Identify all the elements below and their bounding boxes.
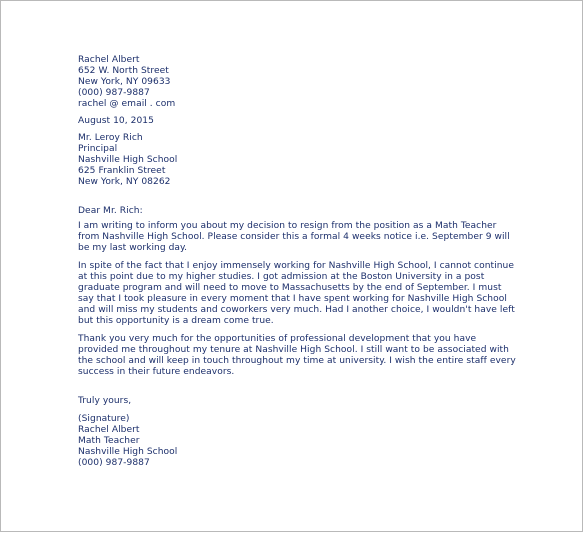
recipient-name: Mr. Leroy Rich: [78, 133, 143, 143]
body-paragraph-1: I am writing to inform you about my decision to resign from the position as a Math Teacher from Nashville High School. Please consider this a formal 4 weeks notice i.e. September 9 will be my last working day.: [78, 221, 510, 253]
sender-phone: (000) 987-9887: [78, 88, 150, 98]
sender-city: New York, NY 09633: [78, 77, 171, 87]
recipient-city: New York, NY 08262: [78, 177, 171, 187]
recipient-org: Nashville High School: [78, 155, 178, 165]
closing: [78, 396, 518, 407]
signature-name: Rachel Albert: [78, 425, 140, 435]
signature-org: Nashville High School: [78, 447, 178, 457]
sender-address: [78, 55, 518, 110]
recipient-street: 625 Franklin Street: [78, 166, 166, 176]
letter-content: [78, 55, 518, 469]
signature-placeholder: (Signature): [78, 414, 130, 424]
salutation: [78, 206, 518, 217]
date-text: August 10, 2015: [78, 116, 154, 126]
sender-street: 652 W. North Street: [78, 66, 169, 76]
recipient-title: Principal: [78, 144, 118, 154]
signature-block: [78, 414, 518, 469]
recipient-address: [78, 133, 518, 188]
letter-date: [78, 116, 518, 127]
sender-name: Rachel Albert: [78, 55, 140, 65]
signature-phone: (000) 987-9887: [78, 458, 150, 468]
signature-title: Math Teacher: [78, 436, 140, 446]
closing-text: Truly yours,: [78, 396, 132, 406]
body-paragraph-2: In spite of the fact that I enjoy immensely working for Nashville High School, I cannot continue at this point due to my higher studies. I got admission at the Boston University in a post graduate program and will need to move to Massachusetts by the end of September. I must say that I took pleasure in every moment that I have spent working for Nashville High School and will miss my students and coworkers very much. Had I another choice, I wouldn't have left but this opportunity is a dream come true.: [78, 261, 515, 326]
sender-email: rachel @ email . com: [78, 99, 176, 109]
salutation-text: Dear Mr. Rich:: [78, 206, 143, 216]
body-paragraph-3: Thank you very much for the opportunities of professional development that you have provided me throughout my tenure at Nashville High School. I still want to be associated with the school and will keep in touch throughout my time at university. I wish the entire staff every success in their future endeavors.: [78, 334, 516, 377]
